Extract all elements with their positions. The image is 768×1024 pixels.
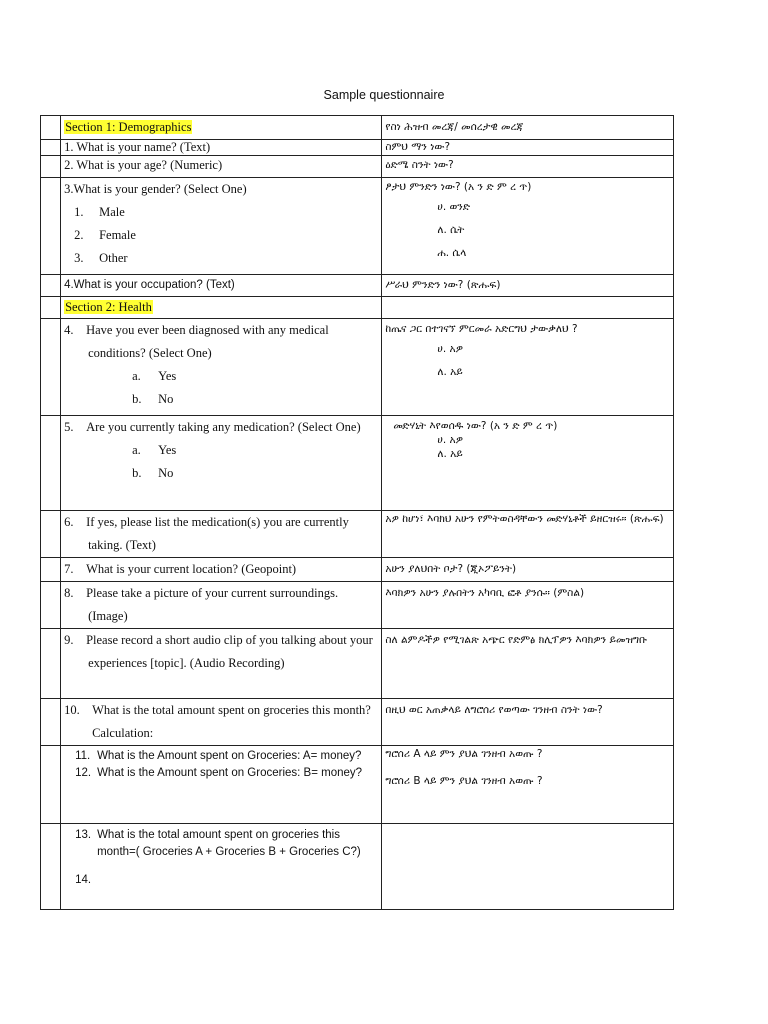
question-number: 7.: [64, 562, 74, 576]
question-cell: [61, 824, 382, 910]
question-text: [64, 511, 378, 557]
question-cell: [61, 140, 382, 156]
question-cell: [61, 275, 382, 297]
question-cell: [61, 582, 382, 629]
question-number: 13.: [75, 829, 92, 841]
amharic-option: ሀ. አዎ: [437, 434, 464, 446]
row-marker-cell: [41, 297, 61, 319]
amharic-cell: [382, 178, 674, 275]
row-marker-cell: [41, 629, 61, 699]
table-row: [41, 746, 674, 824]
amharic-option: ሀ. ወንድ: [437, 201, 471, 213]
amharic-cell: [382, 582, 674, 629]
amharic-cell: [382, 140, 674, 156]
amharic-text: ስለ ልምዶችዎ የሚገልጽ አጭር የድምፅ ክሊፕዎን እባክዎን ይመዝግቡ: [385, 634, 648, 646]
option-number: 1.: [74, 205, 84, 219]
question-number: 5.: [64, 420, 74, 434]
row-marker-cell: [41, 416, 61, 511]
table-row: [41, 156, 674, 178]
option-number: a.: [132, 369, 141, 383]
table-row: [41, 582, 674, 629]
option-item: [64, 247, 378, 270]
question-number: 10.: [64, 703, 80, 717]
table-row: [41, 297, 674, 319]
row-marker-cell: [41, 275, 61, 297]
option-item: [64, 224, 378, 247]
amharic-cell: [382, 416, 674, 511]
amharic-text: አዎ ከሆነ፣ እባክህ አሁን የምትወስዳቸውን መድሃኒቶች ይዘርዝሩ። (ጽሑፍ): [385, 513, 664, 525]
table-row: [41, 140, 674, 156]
amharic-option: ለ. አይ: [437, 366, 463, 378]
table-row: [41, 116, 674, 140]
question-label: Have you ever been diagnosed with any medical conditions? (Select One): [86, 323, 329, 360]
amharic-text: ከጤና ጋር በተገናኘ ምርመራ አድርግህ ታውቃለህ ?: [385, 323, 578, 335]
option-number: b.: [132, 392, 142, 406]
question-text: [64, 629, 378, 675]
option-item: [64, 388, 378, 411]
question-number: 9.: [64, 633, 74, 647]
section-heading-cell: [61, 297, 382, 319]
question-text: 3.What is your gender? (Select One): [64, 182, 247, 196]
amharic-text: ፆታህ ምንድን ነው? (አ ን ድ ም ረ ጥ): [385, 181, 532, 193]
option-number: b.: [132, 466, 142, 480]
row-marker-cell: [41, 582, 61, 629]
amharic-option: ለ. ሴት: [437, 224, 465, 236]
amharic-cell: [382, 824, 674, 910]
row-marker-cell: [41, 319, 61, 416]
amharic-cell: [382, 275, 674, 297]
option-number: a.: [132, 443, 141, 457]
question-cell: [61, 629, 382, 699]
table-row: [41, 558, 674, 582]
question-number: 12.: [75, 766, 92, 779]
question-number: 11.: [75, 750, 91, 762]
question-label: What is the Amount spent on Groceries: A= money?: [97, 750, 362, 762]
question-text: 1. What is your name? (Text): [64, 140, 211, 154]
question-label: What is the total amount spent on groceries this month=( Groceries A + Groceries B + Groceries C?): [97, 829, 361, 858]
question-text: 4.What is your occupation? (Text): [64, 279, 235, 291]
section-heading: Section 2: Health: [65, 300, 152, 314]
question-label: Are you currently taking any medication? (Select One): [86, 420, 361, 434]
amharic-text: አሁን ያለህበት ቦታ? (ጂኦፖይንት): [385, 563, 517, 575]
question-number: 14.: [75, 874, 92, 886]
amharic-option: ለ. አይ: [437, 448, 463, 460]
question-text: [64, 416, 378, 439]
row-marker-cell: [41, 746, 61, 824]
amharic-text: ግሮሰሪ B ላይ ምን ያህል ገንዘብ አወጡ ?: [385, 775, 543, 787]
option-label: Yes: [158, 443, 177, 457]
row-marker-cell: [41, 178, 61, 275]
question-text: [64, 872, 378, 889]
question-label: Please take a picture of your current surroundings. (Image): [86, 586, 339, 623]
question-label: What is your current location? (Geopoint): [86, 562, 297, 576]
amharic-text: በዚህ ወር አጠቃላይ ለግሮሰሪ የወጣው ገንዘብ ስንት ነው?: [385, 704, 603, 716]
row-marker-cell: [41, 116, 61, 140]
question-cell: [61, 178, 382, 275]
table-row: [41, 319, 674, 416]
amharic-text: ስምህ ማን ነው?: [385, 141, 451, 153]
amharic-text: እባክዎን አሁን ያሉበትን አካባቢ ፎቶ ያንሱ። (ምስል): [385, 587, 585, 599]
amharic-cell: [382, 699, 674, 746]
question-cell: [61, 319, 382, 416]
table-row: [41, 824, 674, 910]
row-marker-cell: [41, 140, 61, 156]
amharic-cell: [382, 558, 674, 582]
questionnaire-table: [40, 115, 674, 910]
question-cell: [61, 746, 382, 824]
section-heading: Section 1: Demographics: [65, 120, 192, 134]
row-marker-cell: [41, 558, 61, 582]
question-text: [64, 319, 378, 365]
question-text: [64, 827, 378, 860]
option-number: 3.: [74, 251, 84, 265]
table-row: [41, 511, 674, 558]
option-label: Other: [99, 251, 128, 265]
option-label: Male: [99, 205, 125, 219]
row-marker-cell: [41, 824, 61, 910]
option-item: [64, 201, 378, 224]
amharic-cell: [382, 297, 674, 319]
option-label: No: [158, 466, 174, 480]
question-number: 4.: [64, 323, 74, 337]
question-text: [64, 765, 378, 782]
section-heading-cell: [61, 116, 382, 140]
page-title: Sample questionnaire: [323, 88, 445, 102]
question-label: What is the total amount spent on groceries this month? Calculation:: [92, 703, 371, 740]
table-row: [41, 699, 674, 746]
amharic-option: ሐ. ሴላ: [437, 247, 467, 259]
option-label: No: [158, 392, 174, 406]
amharic-cell: [382, 629, 674, 699]
question-label: Please record a short audio clip of you talking about your experiences [topic]. (Audio Recording): [86, 633, 373, 670]
option-label: Yes: [158, 369, 177, 383]
amharic-cell: [382, 319, 674, 416]
amharic-text: ሥራህ ምንድን ነው? (ጽሑፍ): [385, 279, 501, 291]
question-text: [64, 582, 378, 628]
row-marker-cell: [41, 511, 61, 558]
amharic-cell: [382, 156, 674, 178]
table-row: [41, 416, 674, 511]
question-text: [64, 699, 378, 745]
option-item: [64, 462, 378, 485]
amharic-option: ሀ. አዎ: [437, 343, 464, 355]
table-row: [41, 275, 674, 297]
question-text: [64, 558, 378, 581]
option-item: [64, 439, 378, 462]
question-cell: [61, 558, 382, 582]
question-number: 8.: [64, 586, 74, 600]
question-text: 2. What is your age? (Numeric): [64, 158, 223, 172]
option-number: 2.: [74, 228, 84, 242]
amharic-cell: [382, 116, 674, 140]
question-cell: [61, 416, 382, 511]
table-row: [41, 629, 674, 699]
question-number: 6.: [64, 515, 74, 529]
question-text: [64, 748, 378, 765]
amharic-cell: [382, 511, 674, 558]
option-label: Female: [99, 228, 136, 242]
amharic-text: የስነ ሕዝብ መረጃ/ መሰረታዊ መረጃ: [385, 121, 524, 133]
question-label: If yes, please list the medication(s) you are currently taking. (Text): [86, 515, 349, 552]
amharic-text: ግሮሰሪ A ላይ ምን ያህል ገንዘብ አወጡ ?: [385, 748, 543, 760]
question-cell: [61, 156, 382, 178]
question-label: What is the Amount spent on Groceries: B= money?: [97, 766, 363, 779]
amharic-text: ዕድሜ ስንት ነው?: [385, 159, 454, 171]
row-marker-cell: [41, 699, 61, 746]
option-item: [64, 365, 378, 388]
question-cell: [61, 699, 382, 746]
amharic-text: መድሃኒት እየወሰዱ ነው? (አ ን ድ ም ረ ጥ): [393, 420, 558, 432]
row-marker-cell: [41, 156, 61, 178]
table-row: [41, 178, 674, 275]
question-cell: [61, 511, 382, 558]
amharic-cell: [382, 746, 674, 824]
